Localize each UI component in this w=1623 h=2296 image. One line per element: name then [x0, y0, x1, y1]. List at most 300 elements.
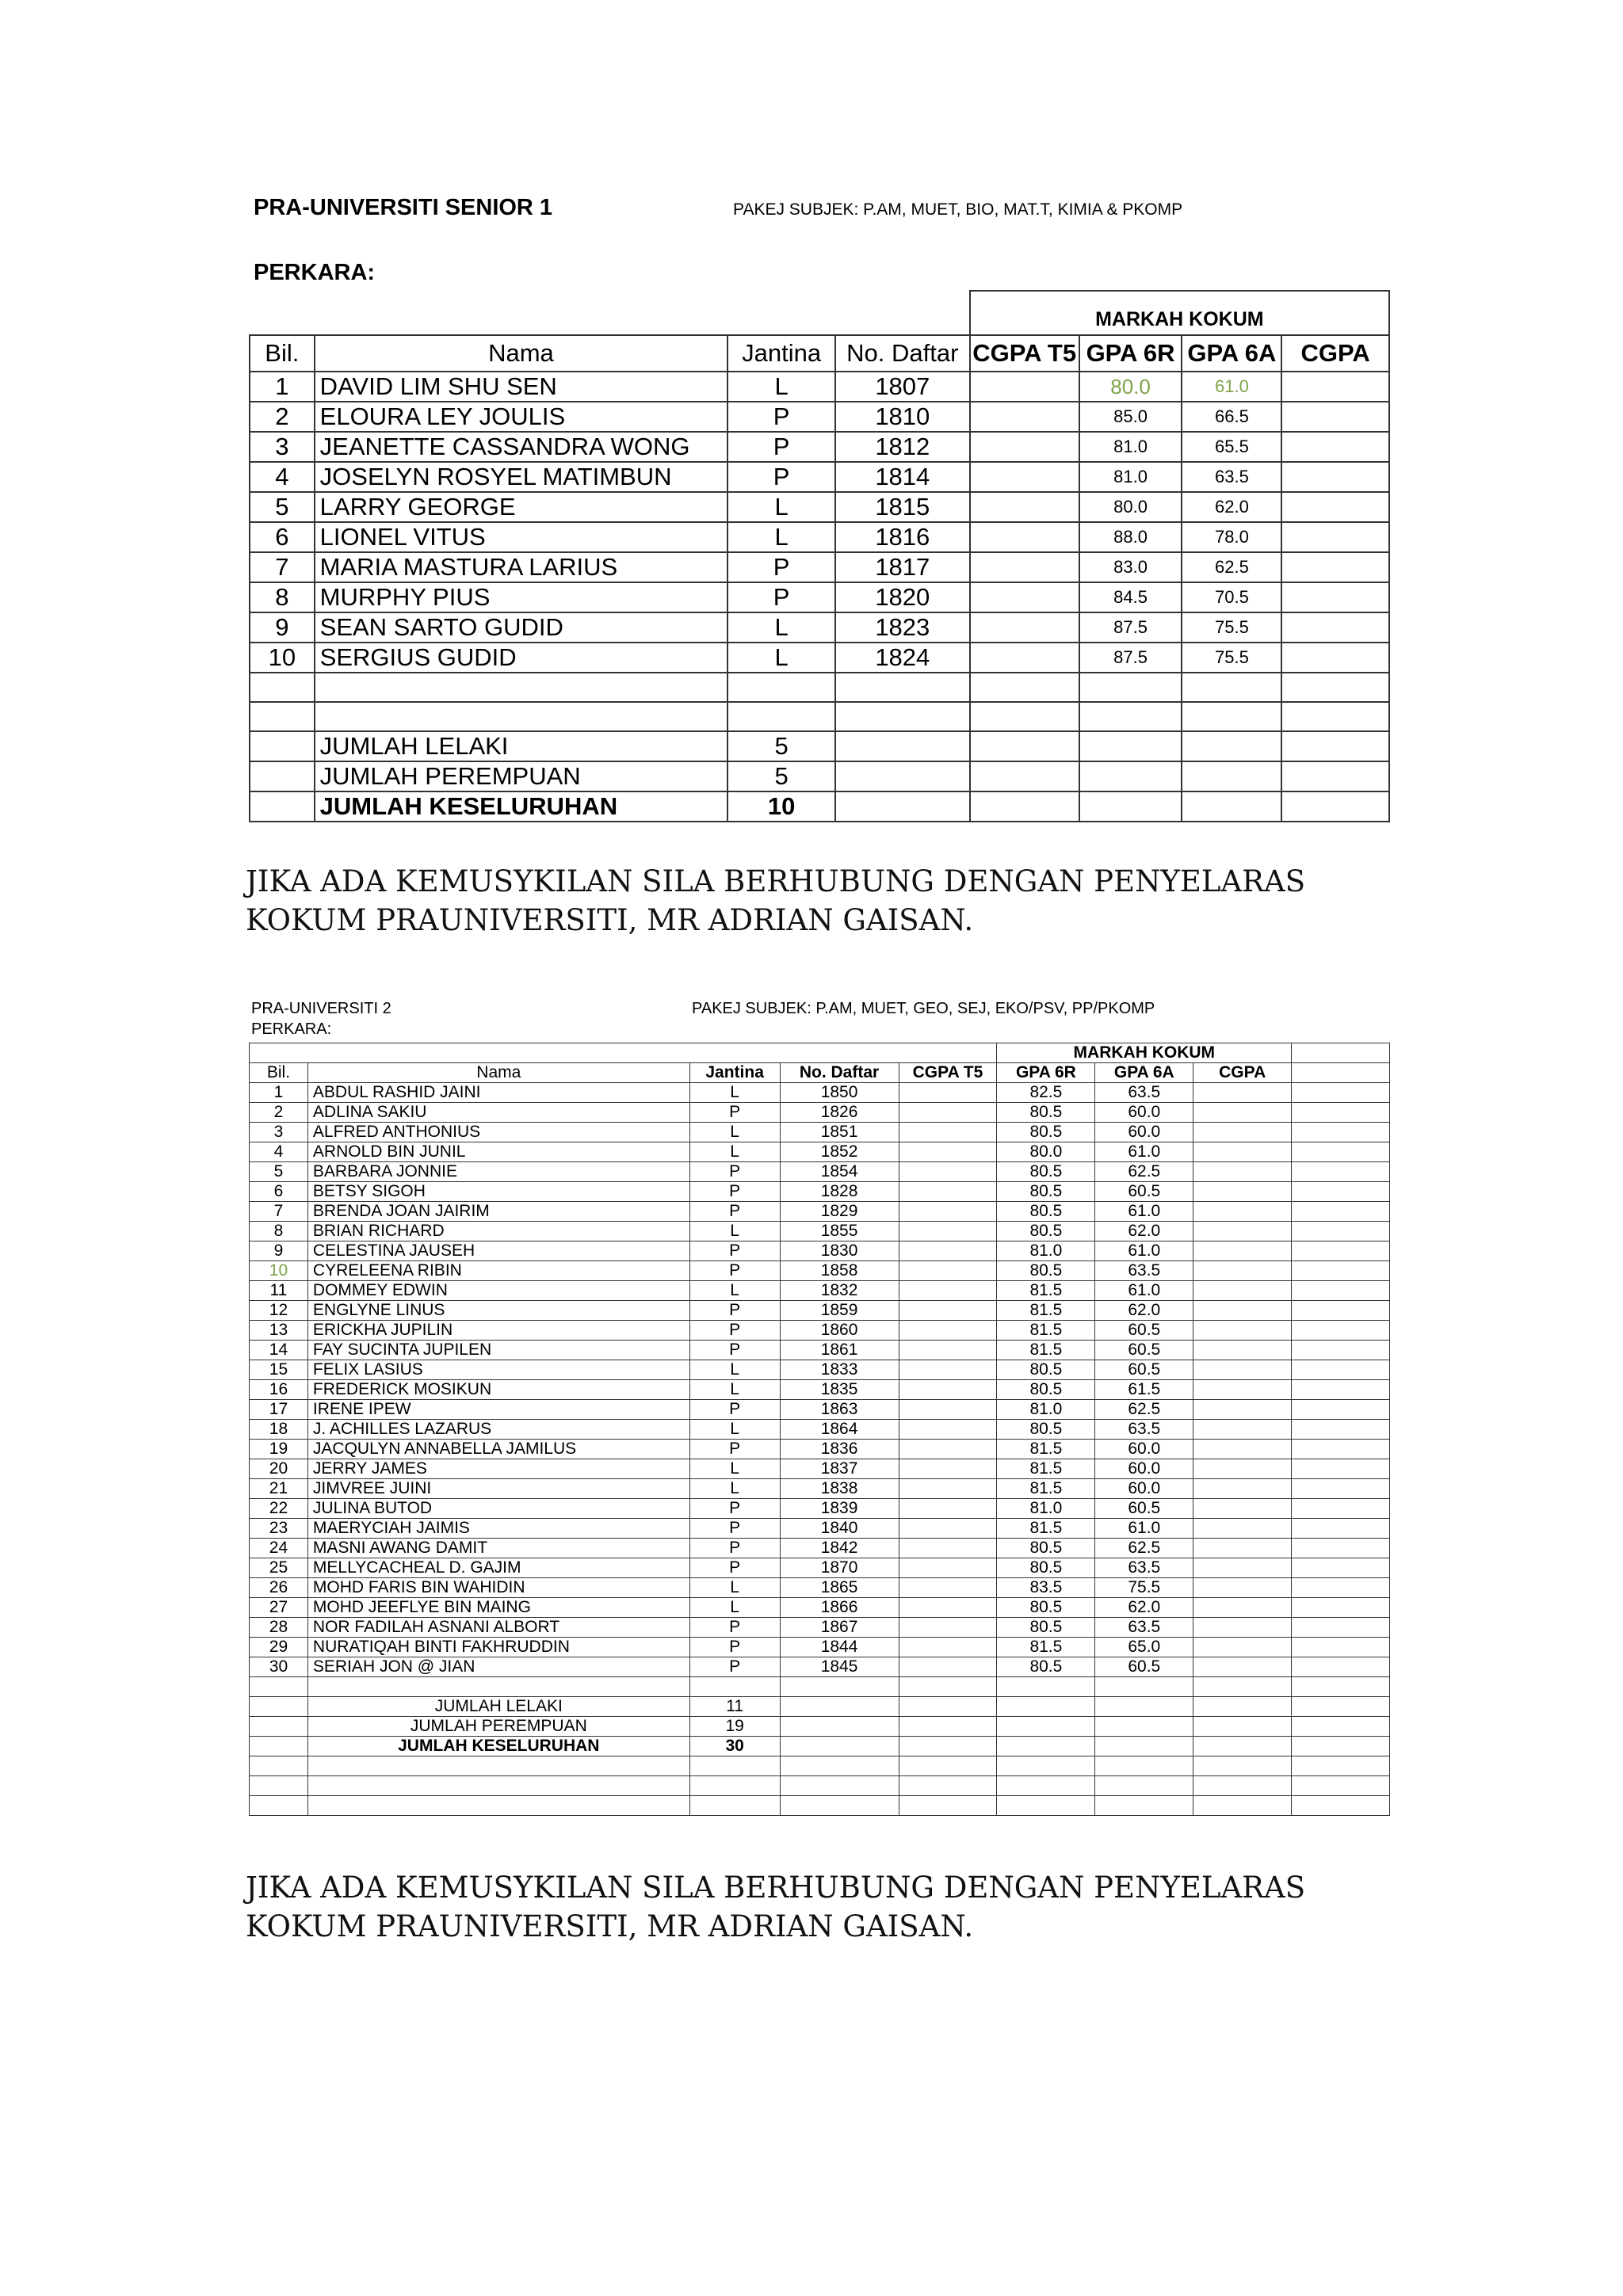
- table-row: [250, 1440, 1390, 1459]
- row-gpa-6r: 81.0: [1079, 462, 1182, 492]
- row-jantina: P: [689, 1162, 780, 1182]
- row-gpa-6r: 81.5: [997, 1479, 1095, 1499]
- row-cgpa: [1193, 1321, 1292, 1341]
- table-row: [250, 1400, 1390, 1420]
- empty-cell: [1095, 1737, 1193, 1756]
- row-nama: JERRY JAMES: [307, 1459, 689, 1479]
- empty-cell: [1095, 1796, 1193, 1816]
- row-nama: ADLINA SAKIU: [307, 1103, 689, 1123]
- row-gpa-6r: 80.5: [997, 1123, 1095, 1142]
- row-cgpa-t5: [899, 1103, 997, 1123]
- table-row: [250, 1360, 1390, 1380]
- row-no-daftar: 1829: [780, 1202, 899, 1222]
- row-cgpa: [1281, 492, 1389, 522]
- empty-cell: [727, 673, 835, 702]
- col-gpa-6a: GPA 6A: [1095, 1063, 1193, 1083]
- row-extra: [1292, 1360, 1390, 1380]
- table-row: [250, 1499, 1390, 1519]
- row-gpa-6a: 61.0: [1095, 1202, 1193, 1222]
- row-bil: 19: [250, 1440, 308, 1459]
- row-cgpa: [1193, 1103, 1292, 1123]
- row-cgpa: [1193, 1499, 1292, 1519]
- row-cgpa-t5: [899, 1341, 997, 1360]
- col-cgpa: CGPA: [1193, 1063, 1292, 1083]
- row-gpa-6a: 65.0: [1095, 1638, 1193, 1657]
- col-jantina: Jantina: [727, 335, 835, 372]
- total-row: [250, 791, 1389, 822]
- row-nama: MOHD JEEFLYE BIN MAING: [307, 1598, 689, 1618]
- row-nama: JEANETTE CASSANDRA WONG: [315, 432, 728, 462]
- row-jantina: L: [689, 1420, 780, 1440]
- row-extra: [1292, 1182, 1390, 1202]
- row-no-daftar: 1836: [780, 1440, 899, 1459]
- row-gpa-6a: 75.5: [1182, 643, 1281, 673]
- row-no-daftar: 1839: [780, 1499, 899, 1519]
- row-bil: 5: [250, 1162, 308, 1182]
- row-gpa-6r: 82.5: [997, 1083, 1095, 1103]
- empty-cell: [1079, 673, 1182, 702]
- row-no-daftar: 1814: [835, 462, 970, 492]
- row-nama: MURPHY PIUS: [315, 582, 728, 612]
- table-row: [250, 1261, 1390, 1281]
- row-nama: ALFRED ANTHONIUS: [307, 1123, 689, 1142]
- row-jantina: L: [689, 1083, 780, 1103]
- table-row: [250, 432, 1389, 462]
- table-row: [250, 1083, 1390, 1103]
- row-cgpa-t5: [899, 1598, 997, 1618]
- row-no-daftar: 1870: [780, 1558, 899, 1578]
- empty-cell: [250, 731, 315, 761]
- empty-cell: [970, 702, 1079, 731]
- row-gpa-6r: 81.5: [997, 1281, 1095, 1301]
- empty-cell: [1095, 1717, 1193, 1737]
- row-no-daftar: 1835: [780, 1380, 899, 1400]
- row-cgpa-t5: [899, 1182, 997, 1202]
- row-cgpa: [1193, 1301, 1292, 1321]
- row-cgpa: [1193, 1479, 1292, 1499]
- row-jantina: P: [689, 1341, 780, 1360]
- row-nama: DAVID LIM SHU SEN: [315, 372, 728, 402]
- row-gpa-6a: 75.5: [1182, 612, 1281, 643]
- row-cgpa-t5: [970, 372, 1079, 402]
- row-cgpa-t5: [899, 1558, 997, 1578]
- row-extra: [1292, 1222, 1390, 1241]
- row-jantina: L: [689, 1123, 780, 1142]
- row-extra: [1292, 1241, 1390, 1261]
- empty-cell: [835, 791, 970, 822]
- empty-cell: [1193, 1677, 1292, 1697]
- row-nama: J. ACHILLES LAZARUS: [307, 1420, 689, 1440]
- row-no-daftar: 1812: [835, 432, 970, 462]
- row-cgpa: [1193, 1202, 1292, 1222]
- row-extra: [1292, 1459, 1390, 1479]
- empty-cell: [899, 1717, 997, 1737]
- empty-cell: [970, 761, 1079, 791]
- row-no-daftar: 1842: [780, 1539, 899, 1558]
- empty-cell: [307, 1756, 689, 1776]
- row-jantina: P: [689, 1321, 780, 1341]
- table-row: [250, 1202, 1390, 1222]
- row-cgpa-t5: [899, 1440, 997, 1459]
- empty-cell: [307, 1776, 689, 1796]
- col-gpa-6r: GPA 6R: [997, 1063, 1095, 1083]
- row-jantina: P: [689, 1657, 780, 1677]
- row-gpa-6a: 60.5: [1095, 1321, 1193, 1341]
- total-row: [250, 1717, 1390, 1737]
- row-extra: [1292, 1539, 1390, 1558]
- empty-cell: [1193, 1697, 1292, 1717]
- row-cgpa-t5: [970, 522, 1079, 552]
- row-cgpa: [1193, 1519, 1292, 1539]
- table-row: [250, 552, 1389, 582]
- row-extra: [1292, 1162, 1390, 1182]
- row-no-daftar: 1830: [780, 1241, 899, 1261]
- table-row: [250, 1479, 1390, 1499]
- row-gpa-6r: 80.5: [997, 1222, 1095, 1241]
- empty-cell: [250, 761, 315, 791]
- row-jantina: L: [689, 1578, 780, 1598]
- row-jantina: P: [689, 1558, 780, 1578]
- table-row: [250, 1638, 1390, 1657]
- row-bil: 10: [250, 1261, 308, 1281]
- row-nama: ELOURA LEY JOULIS: [315, 402, 728, 432]
- row-extra: [1292, 1202, 1390, 1222]
- row-no-daftar: 1863: [780, 1400, 899, 1420]
- row-gpa-6r: 81.5: [997, 1321, 1095, 1341]
- total-value: 10: [727, 791, 835, 822]
- row-cgpa-t5: [899, 1222, 997, 1241]
- row-cgpa: [1281, 582, 1389, 612]
- row-gpa-6a: 62.0: [1095, 1598, 1193, 1618]
- row-nama: JACQULYN ANNABELLA JAMILUS: [307, 1440, 689, 1459]
- row-nama: MASNI AWANG DAMIT: [307, 1539, 689, 1558]
- table-row: [250, 1420, 1390, 1440]
- table-row: [250, 1241, 1390, 1261]
- col-cgpa: CGPA: [1281, 335, 1389, 372]
- col-bil: Bil.: [250, 335, 315, 372]
- row-gpa-6r: 80.5: [997, 1162, 1095, 1182]
- empty-cell: [1182, 761, 1281, 791]
- row-cgpa-t5: [899, 1202, 997, 1222]
- row-cgpa: [1281, 612, 1389, 643]
- empty-cell: [899, 1796, 997, 1816]
- row-bil: 2: [250, 1103, 308, 1123]
- row-cgpa-t5: [899, 1380, 997, 1400]
- row-gpa-6r: 83.5: [997, 1578, 1095, 1598]
- row-bil: 6: [250, 522, 315, 552]
- row-bil: 24: [250, 1539, 308, 1558]
- table-row: [250, 582, 1389, 612]
- total-label: JUMLAH PEREMPUAN: [315, 761, 728, 791]
- row-no-daftar: 1851: [780, 1123, 899, 1142]
- row-gpa-6r: 83.0: [1079, 552, 1182, 582]
- row-no-daftar: 1832: [780, 1281, 899, 1301]
- empty-cell: [1292, 1796, 1390, 1816]
- row-cgpa-t5: [899, 1241, 997, 1261]
- row-no-daftar: 1810: [835, 402, 970, 432]
- row-cgpa-t5: [899, 1261, 997, 1281]
- row-no-daftar: 1826: [780, 1103, 899, 1123]
- empty-cell: [1193, 1776, 1292, 1796]
- total-row: [250, 1737, 1390, 1756]
- empty-cell: [970, 791, 1079, 822]
- section1-package: PAKEJ SUBJEK: P.AM, MUET, BIO, MAT.T, KIMIA & PKOMP: [733, 200, 1183, 219]
- table-row: [250, 1558, 1390, 1578]
- col-bil: Bil.: [250, 1063, 308, 1083]
- row-nama: MELLYCACHEAL D. GAJIM: [307, 1558, 689, 1578]
- row-jantina: P: [689, 1241, 780, 1261]
- row-gpa-6a: 60.0: [1095, 1123, 1193, 1142]
- row-gpa-6a: 61.5: [1095, 1380, 1193, 1400]
- table-row: [250, 372, 1389, 402]
- empty-cell: [780, 1717, 899, 1737]
- row-extra: [1292, 1142, 1390, 1162]
- row-cgpa-t5: [899, 1519, 997, 1539]
- row-nama: BETSY SIGOH: [307, 1182, 689, 1202]
- row-extra: [1292, 1103, 1390, 1123]
- row-cgpa: [1193, 1618, 1292, 1638]
- empty-cell: [1193, 1717, 1292, 1737]
- row-gpa-6a: 60.5: [1095, 1182, 1193, 1202]
- row-bil: 5: [250, 492, 315, 522]
- row-extra: [1292, 1598, 1390, 1618]
- table-row: [250, 1321, 1390, 1341]
- empty-cell: [997, 1737, 1095, 1756]
- row-no-daftar: 1852: [780, 1142, 899, 1162]
- row-nama: MAERYCIAH JAIMIS: [307, 1519, 689, 1539]
- row-bil: 3: [250, 432, 315, 462]
- row-bil: 27: [250, 1598, 308, 1618]
- total-label: JUMLAH LELAKI: [315, 731, 728, 761]
- row-nama: BRIAN RICHARD: [307, 1222, 689, 1241]
- empty-cell: [1292, 1756, 1390, 1776]
- row-jantina: P: [727, 552, 835, 582]
- row-jantina: P: [689, 1261, 780, 1281]
- row-cgpa-t5: [970, 462, 1079, 492]
- row-cgpa-t5: [899, 1638, 997, 1657]
- empty-cell: [1292, 1737, 1390, 1756]
- empty-row: [250, 673, 1389, 702]
- table-row: [250, 612, 1389, 643]
- row-no-daftar: 1858: [780, 1261, 899, 1281]
- total-row: [250, 761, 1389, 791]
- row-gpa-6a: 62.0: [1095, 1301, 1193, 1321]
- empty-cell: [1292, 1717, 1390, 1737]
- row-gpa-6a: 61.0: [1095, 1241, 1193, 1261]
- row-gpa-6r: 81.0: [1079, 432, 1182, 462]
- row-no-daftar: 1815: [835, 492, 970, 522]
- row-gpa-6a: 62.5: [1182, 552, 1281, 582]
- row-jantina: P: [689, 1618, 780, 1638]
- empty-cell: [1079, 731, 1182, 761]
- row-nama: NOR FADILAH ASNANI ALBORT: [307, 1618, 689, 1638]
- row-bil: 20: [250, 1459, 308, 1479]
- empty-cell: [1292, 1677, 1390, 1697]
- row-cgpa: [1193, 1341, 1292, 1360]
- table-row: [250, 1222, 1390, 1241]
- total-value: 19: [689, 1717, 780, 1737]
- table-row: [250, 1142, 1390, 1162]
- row-cgpa: [1193, 1440, 1292, 1459]
- empty-cell: [899, 1677, 997, 1697]
- row-jantina: L: [689, 1360, 780, 1380]
- empty-row: [250, 1756, 1390, 1776]
- empty-cell: [250, 1796, 308, 1816]
- row-bil: 17: [250, 1400, 308, 1420]
- row-nama: ABDUL RASHID JAINI: [307, 1083, 689, 1103]
- row-nama: CYRELEENA RIBIN: [307, 1261, 689, 1281]
- row-bil: 26: [250, 1578, 308, 1598]
- row-jantina: P: [727, 402, 835, 432]
- row-bil: 4: [250, 462, 315, 492]
- row-nama: MARIA MASTURA LARIUS: [315, 552, 728, 582]
- row-jantina: P: [727, 462, 835, 492]
- row-cgpa: [1193, 1459, 1292, 1479]
- empty-cell: [1095, 1776, 1193, 1796]
- row-cgpa: [1193, 1558, 1292, 1578]
- notice-2: JIKA ADA KEMUSYKILAN SILA BERHUBUNG DENGAN PENYELARAS KOKUM PRAUNIVERSITI, MR ADRIAN GAISAN.: [246, 1871, 1306, 1943]
- row-gpa-6a: 75.5: [1095, 1578, 1193, 1598]
- row-cgpa: [1193, 1142, 1292, 1162]
- row-cgpa: [1193, 1083, 1292, 1103]
- table-row: [250, 643, 1389, 673]
- row-gpa-6a: 63.5: [1182, 462, 1281, 492]
- row-cgpa: [1281, 432, 1389, 462]
- empty-cell: [1193, 1737, 1292, 1756]
- row-no-daftar: 1807: [835, 372, 970, 402]
- row-jantina: L: [689, 1142, 780, 1162]
- row-gpa-6r: 80.5: [997, 1261, 1095, 1281]
- empty-cell: [727, 702, 835, 731]
- empty-cell: [1292, 1776, 1390, 1796]
- row-gpa-6a: 62.5: [1095, 1162, 1193, 1182]
- row-gpa-6a: 60.5: [1095, 1657, 1193, 1677]
- row-gpa-6r: 81.5: [997, 1301, 1095, 1321]
- empty-cell: [997, 1717, 1095, 1737]
- row-gpa-6r: 81.5: [997, 1519, 1095, 1539]
- empty-cell: [250, 1737, 308, 1756]
- row-no-daftar: 1859: [780, 1301, 899, 1321]
- row-gpa-6a: 60.5: [1095, 1499, 1193, 1519]
- row-gpa-6r: 85.0: [1079, 402, 1182, 432]
- row-gpa-6a: 61.0: [1182, 372, 1281, 402]
- table-row: [250, 1380, 1390, 1400]
- table-row: [250, 402, 1389, 432]
- empty-cell: [1095, 1677, 1193, 1697]
- empty-cell: [997, 1796, 1095, 1816]
- empty-cell: [250, 791, 315, 822]
- row-bil: 23: [250, 1519, 308, 1539]
- total-value: 30: [689, 1737, 780, 1756]
- row-cgpa: [1193, 1657, 1292, 1677]
- row-jantina: P: [689, 1301, 780, 1321]
- row-extra: [1292, 1420, 1390, 1440]
- empty-row: [250, 1677, 1390, 1697]
- table-row: [250, 1598, 1390, 1618]
- empty-cell: [1182, 673, 1281, 702]
- row-cgpa-t5: [899, 1281, 997, 1301]
- empty-cell: [307, 1677, 689, 1697]
- row-nama: ENGLYNE LINUS: [307, 1301, 689, 1321]
- row-bil: 13: [250, 1321, 308, 1341]
- row-gpa-6r: 80.5: [997, 1657, 1095, 1677]
- row-extra: [1292, 1083, 1390, 1103]
- row-jantina: L: [727, 612, 835, 643]
- row-cgpa-t5: [899, 1657, 997, 1677]
- col-gpa-6r: GPA 6R: [1079, 335, 1182, 372]
- row-gpa-6r: 81.5: [997, 1459, 1095, 1479]
- row-no-daftar: 1844: [780, 1638, 899, 1657]
- empty-row: [250, 1796, 1390, 1816]
- empty-row: [250, 702, 1389, 731]
- row-cgpa: [1281, 522, 1389, 552]
- row-bil: 4: [250, 1142, 308, 1162]
- empty-cell: [1281, 702, 1389, 731]
- row-no-daftar: 1837: [780, 1459, 899, 1479]
- total-label: JUMLAH KESELURUHAN: [315, 791, 728, 822]
- row-no-daftar: 1855: [780, 1222, 899, 1241]
- row-extra: [1292, 1479, 1390, 1499]
- row-bil: 11: [250, 1281, 308, 1301]
- row-cgpa: [1281, 402, 1389, 432]
- empty-cell: [250, 702, 315, 731]
- empty-cell: [689, 1776, 780, 1796]
- row-cgpa-t5: [899, 1123, 997, 1142]
- row-cgpa: [1281, 643, 1389, 673]
- row-gpa-6r: 80.5: [997, 1598, 1095, 1618]
- row-bil: 3: [250, 1123, 308, 1142]
- row-extra: [1292, 1499, 1390, 1519]
- row-bil: 8: [250, 1222, 308, 1241]
- row-bil: 1: [250, 372, 315, 402]
- row-cgpa-t5: [899, 1162, 997, 1182]
- empty-cell: [689, 1677, 780, 1697]
- empty-cell: [1079, 761, 1182, 791]
- row-nama: SERGIUS GUDID: [315, 643, 728, 673]
- table-row: [250, 1341, 1390, 1360]
- row-gpa-6r: 80.0: [1079, 372, 1182, 402]
- row-jantina: P: [689, 1400, 780, 1420]
- header-row-2: [250, 1063, 1390, 1083]
- table-row: [250, 1539, 1390, 1558]
- empty-cell: [689, 1756, 780, 1776]
- row-extra: [1292, 1638, 1390, 1657]
- row-cgpa-t5: [899, 1479, 997, 1499]
- table-row: [250, 1162, 1390, 1182]
- empty-cell: [997, 1756, 1095, 1776]
- row-bil: 30: [250, 1657, 308, 1677]
- row-gpa-6r: 81.5: [997, 1638, 1095, 1657]
- section1-table: [249, 290, 1390, 822]
- row-bil: 1: [250, 1083, 308, 1103]
- row-nama: FREDERICK MOSIKUN: [307, 1380, 689, 1400]
- row-gpa-6a: 63.5: [1095, 1261, 1193, 1281]
- row-cgpa-t5: [899, 1578, 997, 1598]
- row-gpa-6r: 80.0: [1079, 492, 1182, 522]
- table-row: [250, 1123, 1390, 1142]
- col-no-daftar: No. Daftar: [780, 1063, 899, 1083]
- empty-cell: [835, 761, 970, 791]
- row-nama: ARNOLD BIN JUNIL: [307, 1142, 689, 1162]
- row-gpa-6a: 61.0: [1095, 1519, 1193, 1539]
- row-gpa-6r: 80.5: [997, 1202, 1095, 1222]
- empty-cell: [780, 1737, 899, 1756]
- row-no-daftar: 1854: [780, 1162, 899, 1182]
- row-no-daftar: 1823: [835, 612, 970, 643]
- row-gpa-6a: 66.5: [1182, 402, 1281, 432]
- row-cgpa-t5: [970, 612, 1079, 643]
- row-jantina: P: [689, 1103, 780, 1123]
